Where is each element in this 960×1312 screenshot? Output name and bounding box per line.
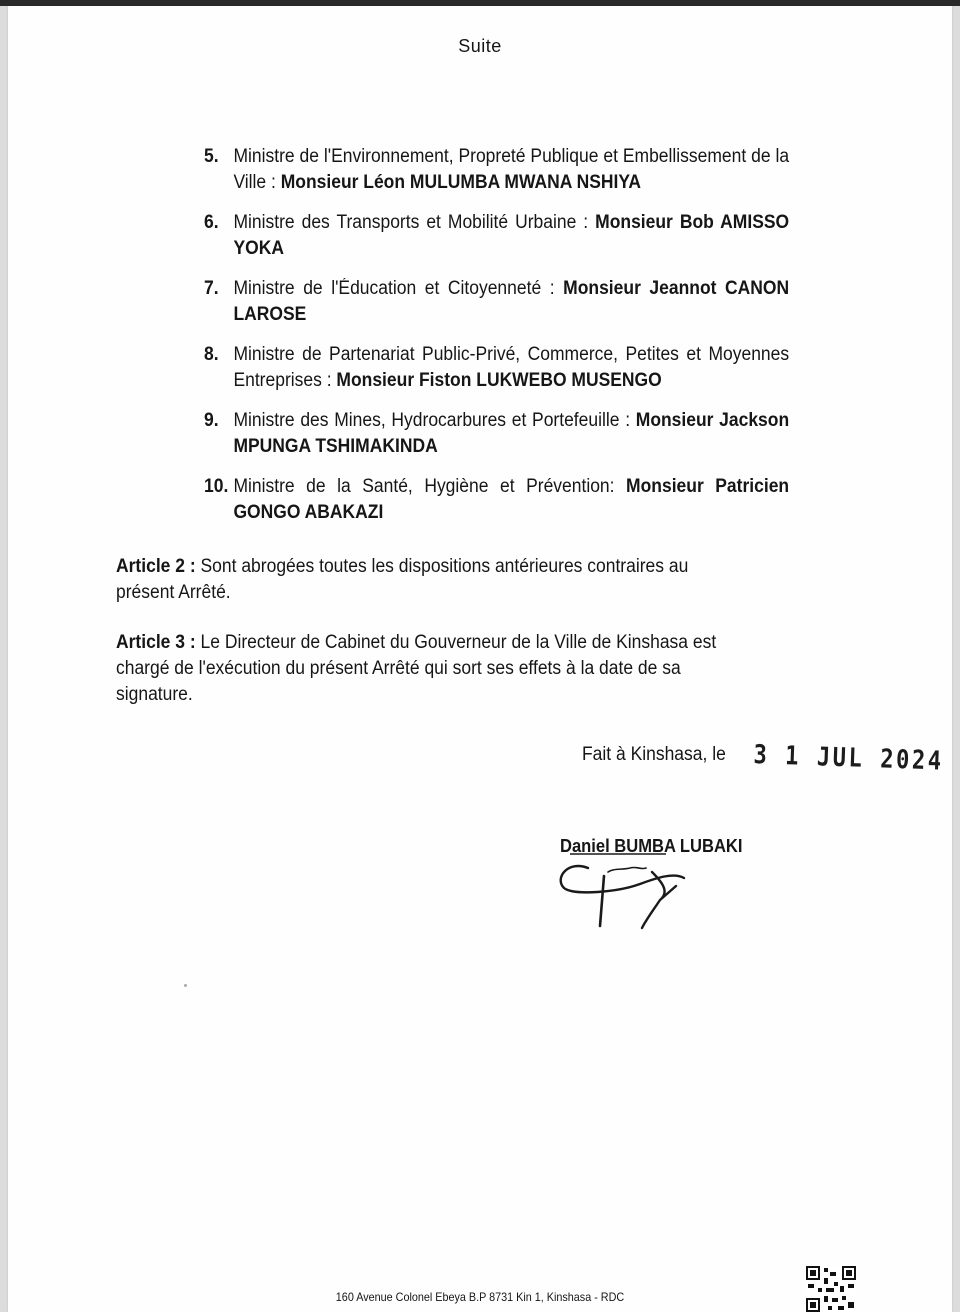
ministry-title: Ministre de l'Éducation et Citoyenneté : xyxy=(233,278,555,299)
document-page xyxy=(8,6,952,1312)
item-number: 5. xyxy=(204,146,219,167)
minister-name: Monsieur Léon MULUMBA MWANA NSHIYA xyxy=(280,172,642,193)
ministry-title: Ministre des Mines, Hydrocarbures et Portefeuille : xyxy=(233,410,631,431)
page-heading-suite: Suite xyxy=(458,36,502,56)
place-line: Fait à Kinshasa, le xyxy=(582,744,726,765)
minister-name: Monsieur Fiston LUKWEBO MUSENGO xyxy=(336,370,662,391)
scan-speck xyxy=(184,984,187,987)
date-stamp: 3 1 JUL 2024 xyxy=(752,740,945,777)
ministry-title: Ministre de l'Environnement, Propreté Publique et Embellissement de la Ville : xyxy=(233,146,790,193)
list-item xyxy=(204,276,789,328)
item-number: 9. xyxy=(204,410,219,431)
article-label: Article 3 xyxy=(116,632,185,653)
article-label: Article 2 xyxy=(116,556,185,577)
article-text: Sont abrogées toutes les dispositions antérieures contraires au présent Arrêté. xyxy=(116,556,689,603)
item-number: 6. xyxy=(204,212,219,233)
signatory-name: Daniel BUMBA LUBAKI xyxy=(560,836,743,856)
ministry-title: Ministre de Partenariat Public-Privé, Commerce, Petites et Moyennes Entreprises : xyxy=(233,344,790,391)
list-item xyxy=(204,474,789,526)
list-item xyxy=(204,210,789,262)
article-2: Article 2 : Sont abrogées toutes les dispositions antérieures contraires au présent Arrêté. xyxy=(116,556,689,603)
list-item xyxy=(204,342,789,394)
item-number: 10. xyxy=(204,476,229,497)
qr-code-icon xyxy=(806,1266,856,1312)
list-item xyxy=(204,144,789,196)
ministry-title: Ministre de la Santé, Hygiène et Prévention: xyxy=(233,476,615,497)
minister-name: Monsieur Bob AMISSO YOKA xyxy=(233,212,790,259)
item-number: 8. xyxy=(204,344,219,365)
article-3: Article 3 : Le Directeur de Cabinet du Gouverneur de la Ville de Kinshasa est chargé de l'exécution du présent Arrêté qui sort ses effets à la date de sa signature. xyxy=(116,632,717,705)
ministers-list xyxy=(204,144,840,540)
article-text: Le Directeur de Cabinet du Gouverneur de la Ville de Kinshasa est chargé de l'exécution du présent Arrêté qui sort ses effets à la date de sa signature. xyxy=(116,632,717,705)
minister-name: Monsieur Jeannot CANON LAROSE xyxy=(233,278,790,325)
ministry-title: Ministre des Transports et Mobilité Urbaine : xyxy=(233,212,589,233)
minister-name: Monsieur Patricien GONGO ABAKAZI xyxy=(233,476,790,523)
minister-name: Monsieur Jackson MPUNGA TSHIMAKINDA xyxy=(233,410,790,457)
footer-address: 160 Avenue Colonel Ebeya B.P 8731 Kin 1, Kinshasa - RDC xyxy=(335,1290,625,1304)
list-item xyxy=(204,408,789,460)
item-number: 7. xyxy=(204,278,219,299)
signature-scribble xyxy=(548,838,708,938)
